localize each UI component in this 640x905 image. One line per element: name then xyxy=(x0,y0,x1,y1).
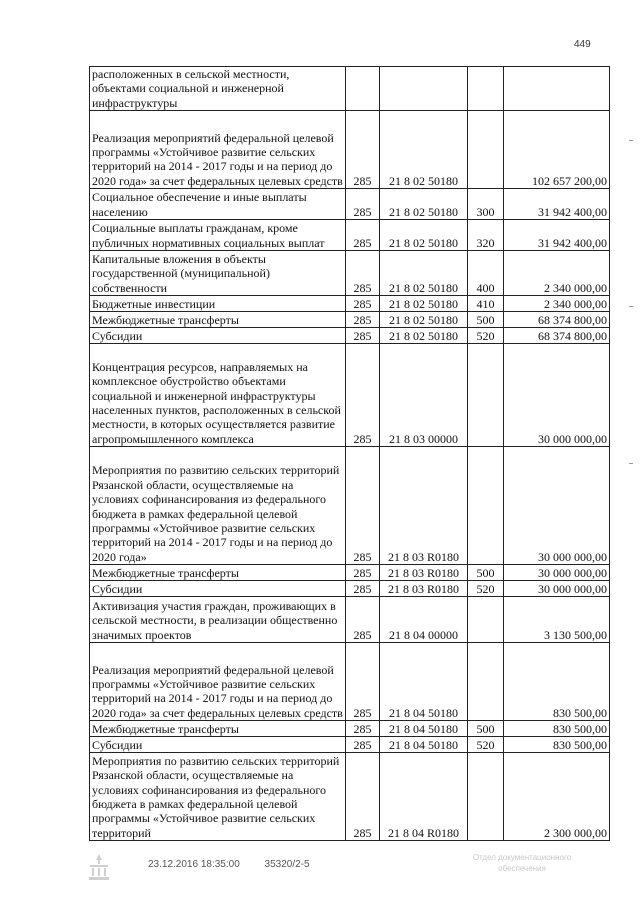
table-row xyxy=(90,447,610,565)
row-name: Капитальные вложения в объекты государственной (муниципальной) собственности xyxy=(90,251,346,296)
row-vr xyxy=(468,67,504,111)
row-name: Субсидии xyxy=(90,581,346,597)
row-vr: 410 xyxy=(468,296,504,312)
row-csr: 21 8 04 50180 xyxy=(380,643,468,721)
footer-doc-code: 35320/2-5 xyxy=(264,859,310,870)
table-row xyxy=(90,597,610,643)
row-vr xyxy=(468,447,504,565)
row-code: 285 xyxy=(346,344,380,447)
row-code: 285 xyxy=(346,737,380,753)
table-row xyxy=(90,344,610,447)
row-csr: 21 8 03 00000 xyxy=(380,344,468,447)
margin-mark xyxy=(629,306,633,307)
row-csr: 21 8 03 R0180 xyxy=(380,447,468,565)
row-sum: 830 500,00 xyxy=(504,643,610,721)
row-vr: 500 xyxy=(468,721,504,737)
budget-table xyxy=(89,66,610,841)
row-name: Реализация мероприятий федеральной целевой программы «Устойчивое развитие сельских территорий на 2014 - 2017 годы и на период до 2020 года» за счет федеральных целевых средств xyxy=(90,643,346,721)
row-csr: 21 8 02 50180 xyxy=(380,328,468,344)
row-code xyxy=(346,67,380,111)
row-csr: 21 8 03 R0180 xyxy=(380,581,468,597)
row-name: Бюджетные инвестиции xyxy=(90,296,346,312)
row-name: Субсидии xyxy=(90,328,346,344)
table-row xyxy=(90,581,610,597)
office-stamp xyxy=(447,852,597,874)
row-csr: 21 8 02 50180 xyxy=(380,189,468,220)
row-vr: 500 xyxy=(468,312,504,328)
row-name: Концентрация ресурсов, направляемых на комплексное обустройство объектами социальной и инженерной инфраструктуры населенных пунктов, расположенных в сельской местности, в которых осуществляется развитие агропромышленного комплекса xyxy=(90,344,346,447)
row-name: Межбюджетные трансферты xyxy=(90,565,346,581)
row-vr: 320 xyxy=(468,220,504,251)
table-row xyxy=(90,111,610,189)
row-sum: 3 130 500,00 xyxy=(504,597,610,643)
row-vr: 520 xyxy=(468,581,504,597)
row-csr: 21 8 02 50180 xyxy=(380,312,468,328)
table-row xyxy=(90,643,610,721)
stamp-line-1: Отдел документационного xyxy=(472,853,572,862)
row-vr: 520 xyxy=(468,737,504,753)
row-csr xyxy=(380,67,468,111)
row-code: 285 xyxy=(346,753,380,841)
row-name: Субсидии xyxy=(90,737,346,753)
row-name: Мероприятия по развитию сельских территорий Рязанской области, осуществляемые на условиях софинансирования из федерального бюджета в рамках федеральной целевой программы «Устойчивое развитие сельских территорий на 2014 - 2017 годы и на период до 2020 года» xyxy=(90,447,346,565)
row-name: Активизация участия граждан, проживающих в сельской местности, в реализации общественно значимых проектов xyxy=(90,597,346,643)
row-code: 285 xyxy=(346,581,380,597)
footer xyxy=(148,859,332,870)
margin-mark xyxy=(629,463,633,464)
row-code: 285 xyxy=(346,565,380,581)
row-sum: 30 000 000,00 xyxy=(504,344,610,447)
row-name: Социальное обеспечение и иные выплаты населению xyxy=(90,189,346,220)
table-row xyxy=(90,565,610,581)
row-vr: 300 xyxy=(468,189,504,220)
row-code: 285 xyxy=(346,111,380,189)
row-vr xyxy=(468,753,504,841)
row-vr xyxy=(468,643,504,721)
row-vr xyxy=(468,344,504,447)
row-code: 285 xyxy=(346,189,380,220)
row-code: 285 xyxy=(346,328,380,344)
row-name: Социальные выплаты гражданам, кроме публичных нормативных социальных выплат xyxy=(90,220,346,251)
table-row xyxy=(90,737,610,753)
row-csr: 21 8 02 50180 xyxy=(380,111,468,189)
row-sum xyxy=(504,67,610,111)
row-code: 285 xyxy=(346,597,380,643)
table-row xyxy=(90,721,610,737)
row-vr: 520 xyxy=(468,328,504,344)
row-name: Межбюджетные трансферты xyxy=(90,312,346,328)
row-code: 285 xyxy=(346,220,380,251)
row-csr: 21 8 03 R0180 xyxy=(380,565,468,581)
row-sum: 2 300 000,00 xyxy=(504,753,610,841)
table-row xyxy=(90,67,610,111)
row-csr: 21 8 02 50180 xyxy=(380,220,468,251)
row-sum: 2 340 000,00 xyxy=(504,251,610,296)
row-vr xyxy=(468,597,504,643)
table-row xyxy=(90,189,610,220)
table-row xyxy=(90,296,610,312)
row-sum: 2 340 000,00 xyxy=(504,296,610,312)
row-name: расположенных в сельской местности, объектами социальной и инженерной инфраструктуры xyxy=(90,67,346,111)
footer-timestamp: 23.12.2016 18:35:00 xyxy=(148,859,240,870)
row-code: 285 xyxy=(346,643,380,721)
row-code: 285 xyxy=(346,251,380,296)
row-csr: 21 8 02 50180 xyxy=(380,251,468,296)
table-row xyxy=(90,328,610,344)
row-code: 285 xyxy=(346,296,380,312)
row-sum: 830 500,00 xyxy=(504,721,610,737)
row-csr: 21 8 02 50180 xyxy=(380,296,468,312)
row-sum: 30 000 000,00 xyxy=(504,565,610,581)
row-vr: 500 xyxy=(468,565,504,581)
row-vr xyxy=(468,111,504,189)
row-name: Реализация мероприятий федеральной целевой программы «Устойчивое развитие сельских территорий на 2014 - 2017 годы и на период до 2020 года» за счет федеральных целевых средств xyxy=(90,111,346,189)
row-sum: 68 374 800,00 xyxy=(504,312,610,328)
row-sum: 31 942 400,00 xyxy=(504,189,610,220)
table-row xyxy=(90,312,610,328)
row-name: Мероприятия по развитию сельских территорий Рязанской области, осуществляемые на условиях софинансирования из федерального бюджета в рамках федеральной целевой программы «Устойчивое развитие сельских территорий xyxy=(90,753,346,841)
row-sum: 68 374 800,00 xyxy=(504,328,610,344)
margin-mark xyxy=(629,140,633,141)
table-row xyxy=(90,220,610,251)
row-name: Межбюджетные трансферты xyxy=(90,721,346,737)
row-csr: 21 8 04 R0180 xyxy=(380,753,468,841)
row-code: 285 xyxy=(346,447,380,565)
row-code: 285 xyxy=(346,721,380,737)
row-code: 285 xyxy=(346,312,380,328)
row-csr: 21 8 04 50180 xyxy=(380,737,468,753)
row-sum: 830 500,00 xyxy=(504,737,610,753)
row-csr: 21 8 04 50180 xyxy=(380,721,468,737)
stamp-line-2: обеспечения xyxy=(498,864,546,873)
row-sum: 30 000 000,00 xyxy=(504,447,610,565)
registry-logo-icon xyxy=(86,852,112,887)
row-sum: 102 657 200,00 xyxy=(504,111,610,189)
table-row xyxy=(90,251,610,296)
row-sum: 30 000 000,00 xyxy=(504,581,610,597)
row-csr: 21 8 04 00000 xyxy=(380,597,468,643)
row-vr: 400 xyxy=(468,251,504,296)
table-row xyxy=(90,753,610,841)
page-number: 449 xyxy=(574,39,591,50)
row-sum: 31 942 400,00 xyxy=(504,220,610,251)
